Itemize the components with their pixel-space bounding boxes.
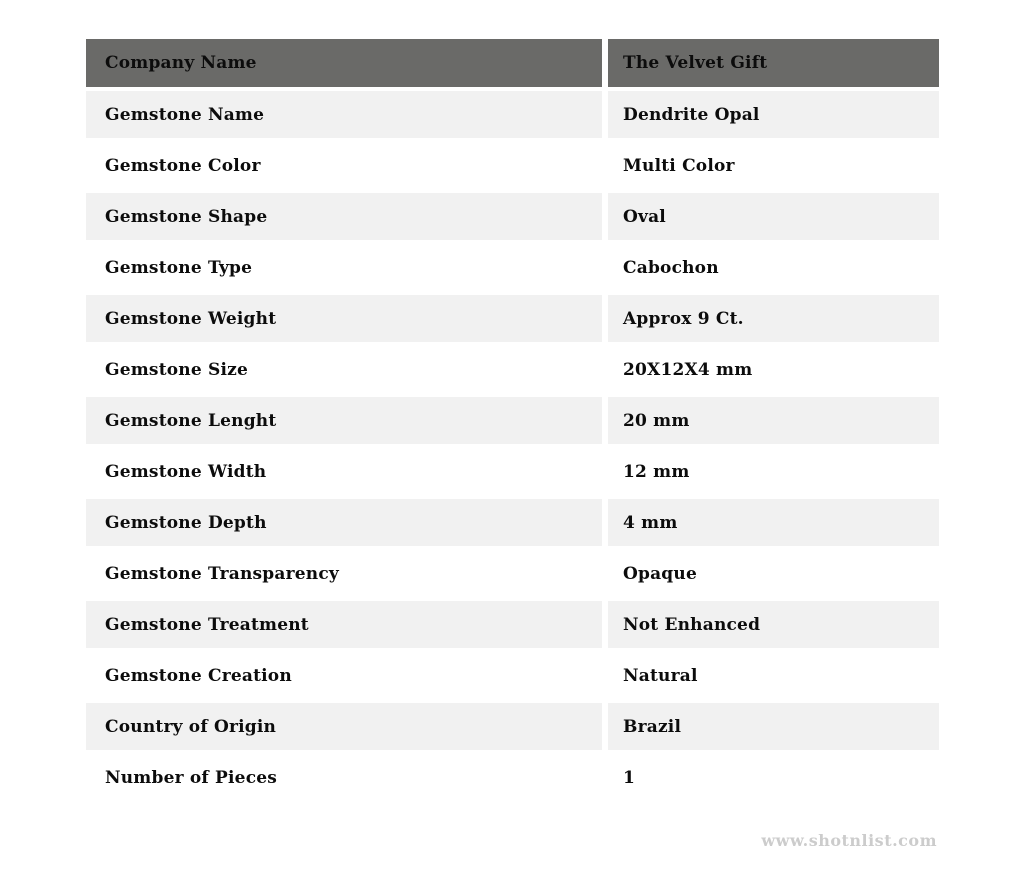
row-label-cell: Gemstone Weight (86, 295, 602, 342)
row-value-cell: Brazil (608, 703, 939, 750)
table-row (86, 142, 939, 189)
row-value-cell: 20X12X4 mm (608, 346, 939, 393)
table-row (86, 550, 939, 597)
row-label-cell: Country of Origin (86, 703, 602, 750)
header-company-value-cell: The Velvet Gift (608, 39, 939, 87)
row-value-cell: 20 mm (608, 397, 939, 444)
table-row (86, 703, 939, 750)
row-label-cell: Gemstone Color (86, 142, 602, 189)
table-row (86, 295, 939, 342)
row-label-cell: Gemstone Depth (86, 499, 602, 546)
table-row (86, 499, 939, 546)
table-row (86, 754, 939, 801)
row-value-cell: 12 mm (608, 448, 939, 495)
table-row (86, 193, 939, 240)
row-label-cell: Gemstone Transparency (86, 550, 602, 597)
table-row (86, 346, 939, 393)
gemstone-spec-table (86, 39, 939, 805)
row-label-cell: Gemstone Creation (86, 652, 602, 699)
row-label-cell: Gemstone Shape (86, 193, 602, 240)
row-value-cell: Dendrite Opal (608, 91, 939, 138)
row-label-cell: Gemstone Lenght (86, 397, 602, 444)
row-label-cell: Gemstone Treatment (86, 601, 602, 648)
row-label-cell: Number of Pieces (86, 754, 602, 801)
row-value-cell: Not Enhanced (608, 601, 939, 648)
table-row (86, 397, 939, 444)
table-header-row (86, 39, 939, 87)
row-label-cell: Gemstone Type (86, 244, 602, 291)
row-value-cell: Opaque (608, 550, 939, 597)
row-value-cell: Cabochon (608, 244, 939, 291)
row-value-cell: Approx 9 Ct. (608, 295, 939, 342)
table-row (86, 601, 939, 648)
row-label-cell: Gemstone Size (86, 346, 602, 393)
row-label-cell: Gemstone Name (86, 91, 602, 138)
table-row (86, 652, 939, 699)
row-value-cell: 1 (608, 754, 939, 801)
watermark-url: www.shotnlist.com (761, 831, 937, 850)
table-row (86, 244, 939, 291)
table-row (86, 448, 939, 495)
row-label-cell: Gemstone Width (86, 448, 602, 495)
header-company-name-cell: Company Name (86, 39, 602, 87)
row-value-cell: 4 mm (608, 499, 939, 546)
table-row (86, 91, 939, 138)
row-value-cell: Natural (608, 652, 939, 699)
row-value-cell: Multi Color (608, 142, 939, 189)
row-value-cell: Oval (608, 193, 939, 240)
